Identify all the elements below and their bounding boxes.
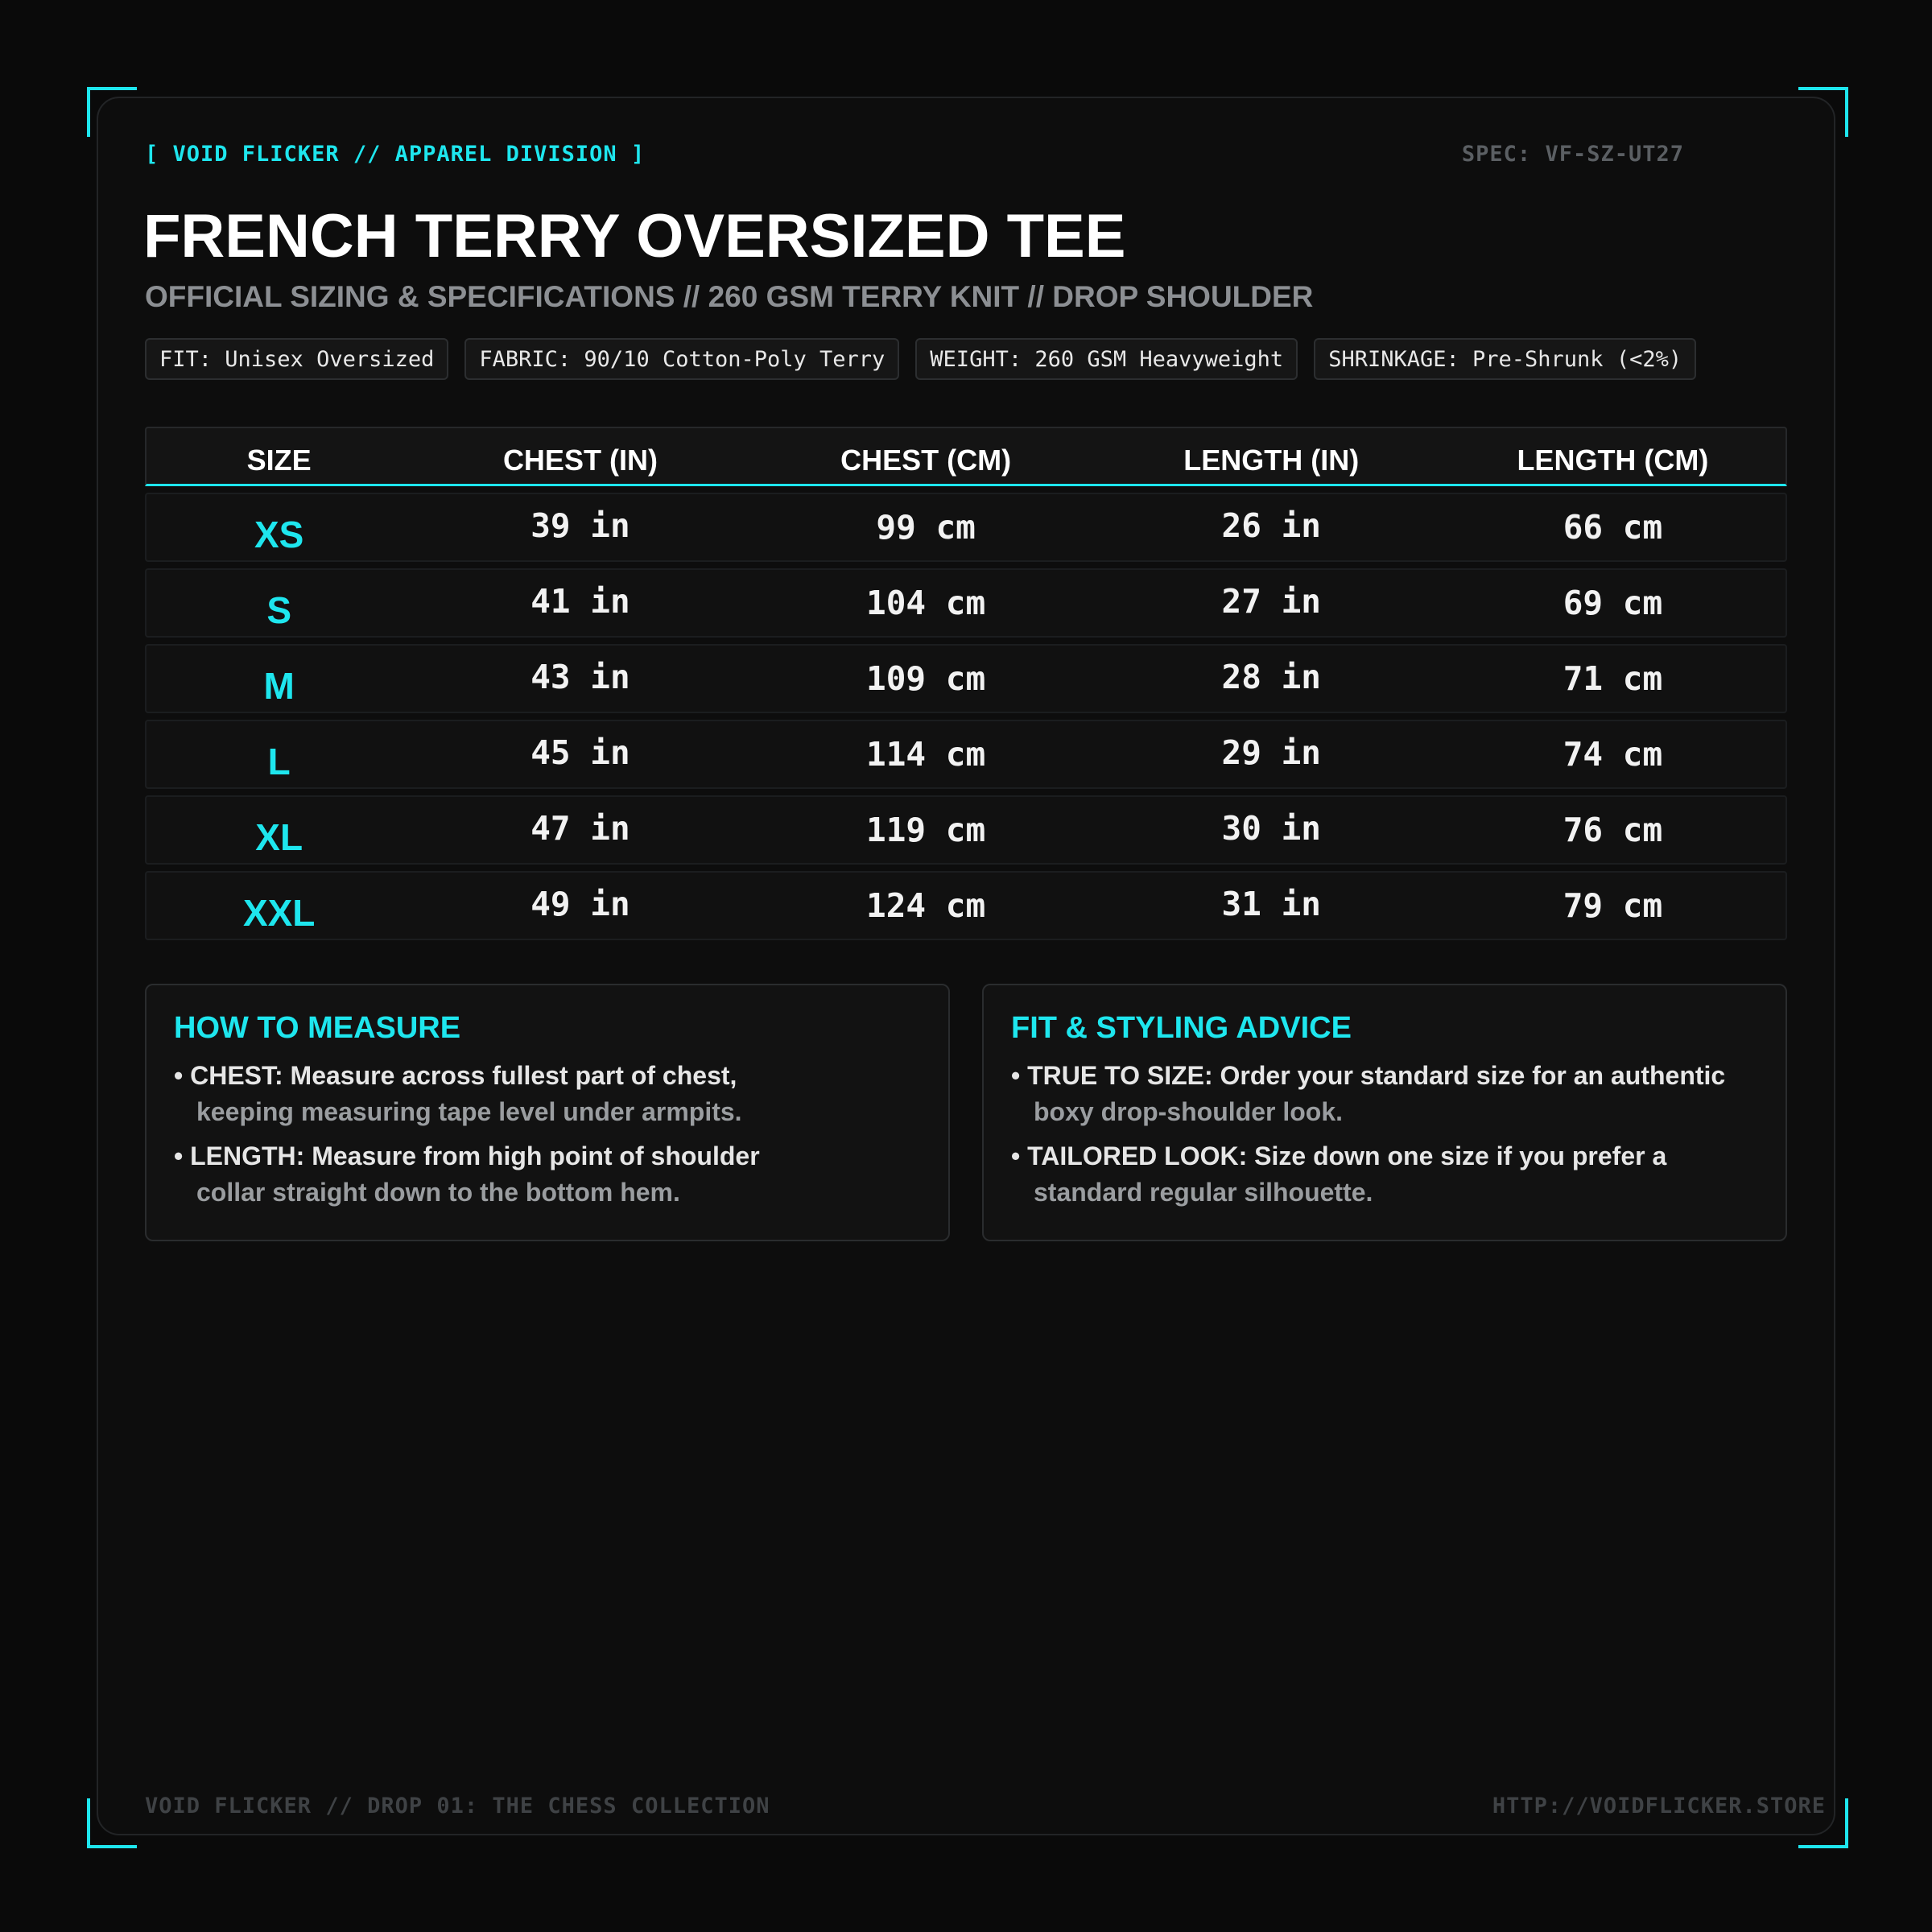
chest-in-cell: 45 in: [530, 733, 630, 772]
length-in-cell: 28 in: [1221, 658, 1321, 696]
advice-true-to-size-item: [1011, 1058, 1758, 1130]
size-label: L: [267, 741, 291, 782]
corner-bracket-bottom-left: [87, 1798, 137, 1848]
chest-cm-cell: 104 cm: [866, 584, 986, 622]
footer-url[interactable]: HTTP://VOIDFLICKER.STORE: [1492, 1794, 1826, 1818]
measure-length-item: [174, 1138, 921, 1211]
size-label: XL: [255, 816, 303, 858]
measure-chest-lead: • CHEST: Measure across fullest part of chest,: [174, 1061, 737, 1090]
length-in-cell: 26 in: [1221, 506, 1321, 545]
chest-in-cell: 43 in: [530, 658, 630, 696]
advice-tailored-cont: standard regular silhouette.: [1034, 1178, 1373, 1207]
fit-advice-title: FIT & STYLING ADVICE: [1011, 1011, 1352, 1045]
length-in-cell: 29 in: [1221, 733, 1321, 772]
footer-collection: VOID FLICKER // DROP 01: THE CHESS COLLECTION: [145, 1794, 770, 1818]
length-in-cell: 27 in: [1221, 582, 1321, 621]
advice-true-to-size-cont: boxy drop-shoulder look.: [1034, 1097, 1344, 1126]
length-cm-cell: 74 cm: [1563, 735, 1663, 774]
corner-bracket-top-left: [87, 87, 137, 137]
size-label: M: [263, 665, 295, 707]
measure-chest-item: [174, 1058, 921, 1130]
size-label: XS: [254, 514, 304, 555]
advice-tailored-item: [1011, 1138, 1758, 1211]
header-chest-in: CHEST (IN): [502, 443, 658, 477]
table-header: [145, 427, 1787, 486]
chest-cm-cell: 114 cm: [866, 735, 986, 774]
table-row: [145, 568, 1787, 638]
chest-cm-cell: 119 cm: [866, 811, 986, 849]
page-subtitle: OFFICIAL SIZING & SPECIFICATIONS // 260 GSM TERRY KNIT // DROP SHOULDER: [145, 280, 1314, 313]
length-cm-cell: 69 cm: [1563, 584, 1663, 622]
header-chest-cm: CHEST (CM): [840, 443, 1012, 477]
table-row: [145, 720, 1787, 789]
fit-advice-panel: [982, 984, 1787, 1241]
measure-chest-cont: keeping measuring tape level under armpits.: [196, 1097, 742, 1126]
length-cm-cell: 71 cm: [1563, 659, 1663, 698]
chip-shrinkage: SHRINKAGE: Pre-Shrunk (<2%): [1314, 338, 1696, 380]
brand-label: [ VOID FLICKER // APPAREL DIVISION ]: [145, 142, 646, 167]
chip-weight: WEIGHT: 260 GSM Heavyweight: [915, 338, 1298, 380]
corner-bracket-top-right: [1798, 87, 1848, 137]
measure-length-cont: collar straight down to the bottom hem.: [196, 1178, 680, 1207]
spec-code: SPEC: VF-SZ-UT27: [1461, 142, 1684, 167]
how-to-measure-title: HOW TO MEASURE: [174, 1011, 461, 1045]
chip-fit: FIT: Unisex Oversized: [145, 338, 448, 380]
length-cm-cell: 79 cm: [1563, 886, 1663, 925]
chest-in-cell: 47 in: [530, 809, 630, 848]
chest-in-cell: 39 in: [530, 506, 630, 545]
table-row: [145, 644, 1787, 713]
page-title: FRENCH TERRY OVERSIZED TEE: [143, 202, 1126, 270]
chest-cm-cell: 99 cm: [876, 508, 976, 547]
spec-chips: [145, 338, 1696, 380]
measure-length-lead: • LENGTH: Measure from high point of shoulder: [174, 1141, 760, 1170]
chest-cm-cell: 124 cm: [866, 886, 986, 925]
size-table: [145, 427, 1787, 940]
table-row: [145, 493, 1787, 562]
how-to-measure-panel: [145, 984, 950, 1241]
size-label: XXL: [242, 892, 316, 934]
header-length-in: LENGTH (IN): [1183, 443, 1360, 477]
chest-in-cell: 41 in: [530, 582, 630, 621]
size-label: S: [266, 589, 292, 631]
advice-true-to-size-lead: • TRUE TO SIZE: Order your standard size for an authentic: [1011, 1061, 1726, 1090]
table-row: [145, 871, 1787, 940]
length-cm-cell: 76 cm: [1563, 811, 1663, 849]
length-cm-cell: 66 cm: [1563, 508, 1663, 547]
chest-cm-cell: 109 cm: [866, 659, 986, 698]
length-in-cell: 31 in: [1221, 885, 1321, 923]
header-length-cm: LENGTH (CM): [1517, 443, 1709, 477]
table-row: [145, 795, 1787, 865]
header-size: SIZE: [246, 443, 312, 477]
chest-in-cell: 49 in: [530, 885, 630, 923]
advice-tailored-lead: • TAILORED LOOK: Size down one size if you prefer a: [1011, 1141, 1667, 1170]
length-in-cell: 30 in: [1221, 809, 1321, 848]
chip-fabric: FABRIC: 90/10 Cotton-Poly Terry: [464, 338, 899, 380]
